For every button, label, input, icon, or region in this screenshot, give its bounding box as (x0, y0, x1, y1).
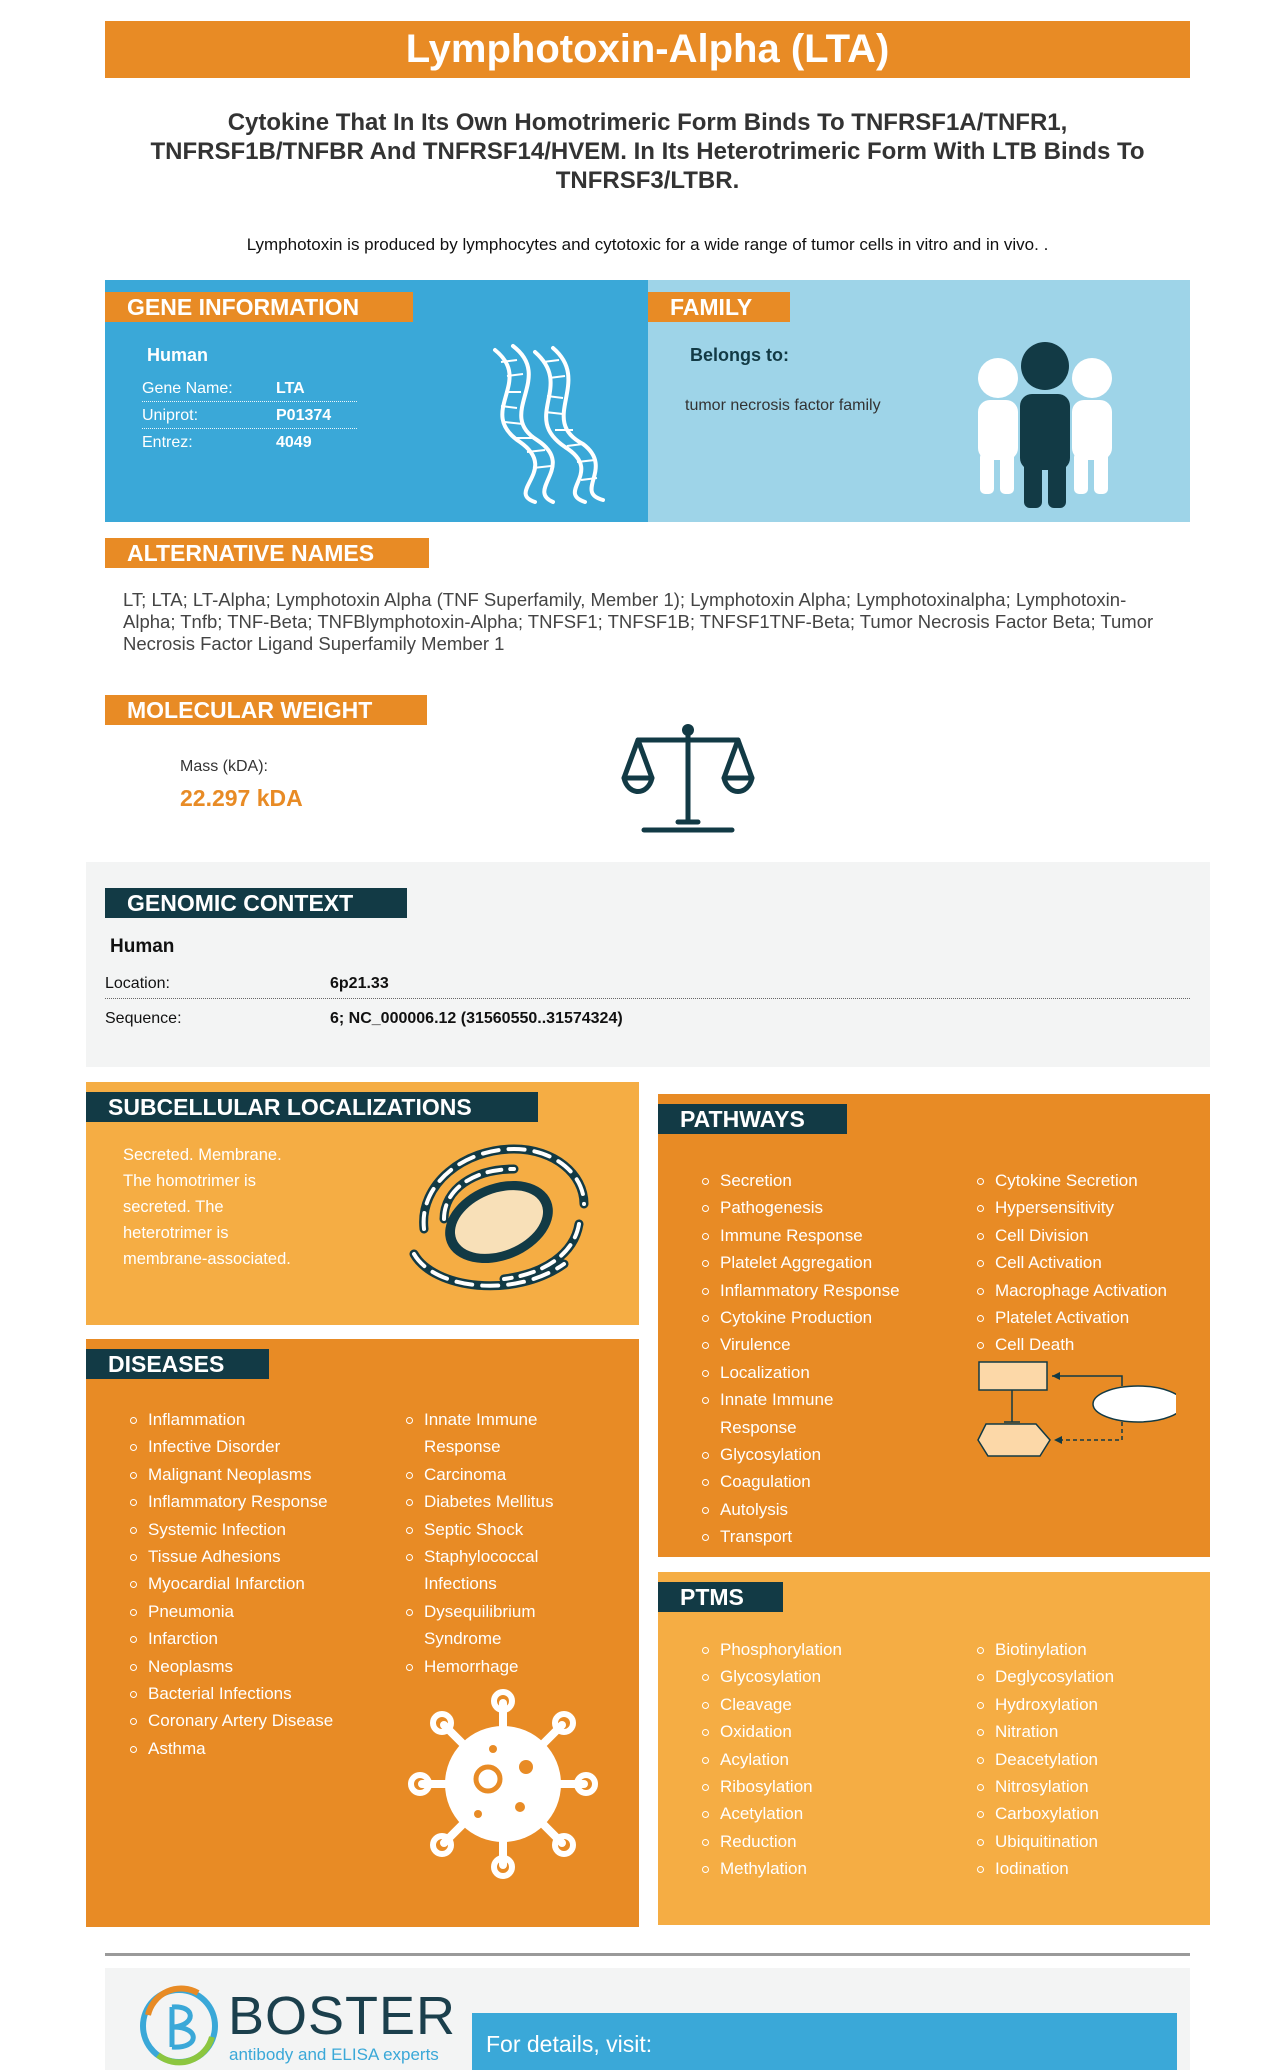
subcellular-label: SUBCELLULAR LOCALIZATIONS (86, 1092, 538, 1122)
gene-species: Human (147, 345, 209, 365)
details-text: For details, visit: (486, 2031, 653, 2057)
gene-row-uniprot (142, 402, 357, 429)
ptm-item: Nitrosylation (977, 1773, 1114, 1800)
pathways-list-col1 (702, 1167, 900, 1551)
ptm-item: Deacetylation (977, 1746, 1114, 1773)
subcellular-line: secreted. The (123, 1198, 224, 1216)
ptm-item: Oxidation (702, 1718, 842, 1745)
genomic-sequence-row (105, 1004, 1190, 1034)
family-panel (648, 280, 1190, 522)
entrez-key: Entrez: (142, 434, 193, 451)
genomic-context-label: GENOMIC CONTEXT (105, 888, 407, 918)
intro-text: Lymphotoxin is produced by lymphocytes and cytotoxic for a wide range of tumor cells in vitro and in vivo. . (246, 235, 1049, 254)
ptm-item: Reduction (702, 1828, 842, 1855)
footer-tagline: antibody and ELISA experts (229, 2045, 439, 2064)
ptm-item: Nitration (977, 1718, 1114, 1745)
ptm-item: Iodination (977, 1855, 1114, 1882)
uniprot-value: P01374 (276, 407, 332, 424)
ptm-item: Cleavage (702, 1691, 842, 1718)
disease-item (406, 1598, 553, 1653)
disease-item: Carcinoma (406, 1461, 553, 1488)
pathway-item: Transport (702, 1523, 900, 1550)
disease-item: Inflammation (130, 1406, 333, 1433)
pathway-item: Cytokine Production (702, 1304, 900, 1331)
location-key: Location: (105, 975, 170, 992)
disease-item: Pneumonia (130, 1598, 333, 1625)
disease-line: Innate Immune (424, 1410, 538, 1429)
disease-item (406, 1406, 553, 1461)
alternative-names-label: ALTERNATIVE NAMES (105, 538, 429, 568)
ptms-panel (658, 1572, 1210, 1925)
gene-row-entrez (142, 429, 357, 456)
pathway-item (702, 1386, 900, 1441)
genomic-location-row (105, 969, 1190, 999)
details-box[interactable] (472, 2013, 1177, 2070)
subcellular-text (123, 1142, 291, 1272)
pathway-item: Pathogenesis (702, 1194, 900, 1221)
pathway-item: Hypersensitivity (977, 1194, 1167, 1221)
entrez-value: 4049 (276, 434, 312, 451)
disease-item: Hemorrhage (406, 1653, 553, 1680)
ptms-list-col2 (977, 1636, 1114, 1883)
diseases-list-col2 (406, 1406, 553, 1680)
disease-item: Diabetes Mellitus (406, 1488, 553, 1515)
pathway-item: Macrophage Activation (977, 1277, 1167, 1304)
disease-line: Staphylococcal (424, 1547, 539, 1567)
pathway-item: Immune Response (702, 1222, 900, 1249)
ptm-item: Acylation (702, 1746, 842, 1773)
pathway-item: Coagulation (702, 1468, 900, 1495)
pathway-item: Localization (702, 1359, 900, 1386)
footer-brand: BOSTER (228, 1986, 457, 2046)
disease-line: Dysequilibrium (424, 1601, 536, 1621)
disease-item: Asthma (130, 1735, 333, 1762)
pathway-item: Platelet Activation (977, 1304, 1167, 1331)
pathway-line: Response (720, 1417, 797, 1437)
disease-item: Septic Shock (406, 1516, 553, 1543)
page-subtitle: Cytokine That In Its Own Homotrimeric Form Binds To TNFRSF1A/TNFR1, TNFRSF1B/TNFBR And TNFRSF14/HVEM. In Its Heterotrimeric Form With LTB Binds To TNFRSF3/LTBR. (150, 109, 1145, 194)
disease-line: Infections (424, 1574, 497, 1594)
ptm-item: Phosphorylation (702, 1636, 842, 1663)
pathways-panel (658, 1094, 1210, 1557)
scale-icon (620, 722, 756, 836)
ptm-item: Ribosylation (702, 1773, 842, 1800)
disease-item: Neoplasms (130, 1653, 333, 1680)
gene-table (142, 375, 357, 456)
footer-divider (105, 1953, 1190, 1956)
virus-icon (408, 1689, 598, 1879)
ptm-item: Carboxylation (977, 1800, 1114, 1827)
pathway-item: Glycosylation (702, 1441, 900, 1468)
ptm-item: Ubiquitination (977, 1828, 1114, 1855)
pathway-item: Secretion (702, 1167, 900, 1194)
pathways-label: PATHWAYS (658, 1104, 847, 1134)
pathway-diagram-icon (976, 1356, 1176, 1468)
gene-name-key: Gene Name: (142, 380, 233, 397)
gene-row-name (142, 375, 357, 402)
ptm-item: Hydroxylation (977, 1691, 1114, 1718)
ptms-list-col1 (702, 1636, 842, 1883)
mass-label: Mass (kDA): (180, 758, 268, 775)
pathway-item: Virulence (702, 1331, 900, 1358)
pathway-item: Cell Division (977, 1222, 1167, 1249)
genomic-species: Human (110, 936, 175, 957)
disease-line: Response (424, 1437, 501, 1457)
mass-value: 22.297 kDA (180, 785, 303, 811)
boster-logo-icon (138, 1985, 220, 2067)
family-value: tumor necrosis factor family (685, 397, 881, 414)
disease-item: Systemic Infection (130, 1516, 333, 1543)
disease-item: Bacterial Infections (130, 1680, 333, 1707)
page-title: Lymphotoxin-Alpha (LTA) (105, 21, 1190, 78)
molecular-weight-label: MOLECULAR WEIGHT (105, 695, 427, 725)
sequence-value: 6; NC_000006.12 (31560550..31574324) (330, 1010, 623, 1027)
pathway-item: Autolysis (702, 1496, 900, 1523)
disease-item: Coronary Artery Disease (130, 1707, 333, 1734)
people-group-icon (970, 342, 1120, 510)
disease-line: Syndrome (424, 1629, 502, 1649)
disease-item (406, 1543, 553, 1598)
location-value: 6p21.33 (330, 975, 389, 992)
gene-name-value: LTA (276, 380, 305, 397)
gene-information-label: GENE INFORMATION (105, 292, 413, 322)
pathway-item: Cell Death (977, 1331, 1167, 1358)
uniprot-key: Uniprot: (142, 407, 199, 424)
dna-icon (465, 342, 615, 507)
diseases-list-col1 (130, 1406, 333, 1762)
ptm-item: Deglycosylation (977, 1663, 1114, 1690)
subcellular-line: membrane-associated. (123, 1250, 291, 1268)
subcellular-line: heterotrimer is (123, 1224, 229, 1242)
disease-item: Infarction (130, 1625, 333, 1652)
disease-item: Inflammatory Response (130, 1488, 333, 1515)
cell-organelle-icon (394, 1124, 604, 1304)
belongs-to-label: Belongs to: (690, 345, 789, 365)
disease-item: Malignant Neoplasms (130, 1461, 333, 1488)
pathway-item: Inflammatory Response (702, 1277, 900, 1304)
ptm-item: Acetylation (702, 1800, 842, 1827)
family-label: FAMILY (648, 292, 790, 322)
sequence-key: Sequence: (105, 1010, 182, 1027)
diseases-label: DISEASES (86, 1349, 269, 1379)
disease-item: Infective Disorder (130, 1433, 333, 1460)
alternative-names-text: LT; LTA; LT-Alpha; Lymphotoxin Alpha (TNF Superfamily, Member 1); Lymphotoxin Alpha; Lymphotoxinalpha; Lymphotoxin-Alpha; Tnfb; TNF-Beta; TNFBlymphotoxin-Alpha; TNFSF1; TNFSF1B; TNFSF1TNF-Beta; Tumor Necrosis Factor Beta; Tumor Necrosis Factor Ligand Superfamily Member 1 (123, 589, 1154, 654)
subcellular-line: The homotrimer is (123, 1172, 256, 1190)
pathways-list-col2 (977, 1167, 1167, 1359)
disease-item: Myocardial Infarction (130, 1570, 333, 1597)
pathway-line: Innate Immune (720, 1390, 834, 1410)
ptm-item: Methylation (702, 1855, 842, 1882)
diseases-panel (86, 1339, 639, 1927)
pathway-item: Platelet Aggregation (702, 1249, 900, 1276)
pathway-item: Cytokine Secretion (977, 1167, 1167, 1194)
ptms-label: PTMS (658, 1582, 783, 1612)
subcellular-line: Secreted. Membrane. (123, 1146, 282, 1164)
ptm-item: Glycosylation (702, 1663, 842, 1690)
pathway-item: Cell Activation (977, 1249, 1167, 1276)
disease-item: Tissue Adhesions (130, 1543, 333, 1570)
subcellular-panel (86, 1082, 639, 1325)
ptm-item: Biotinylation (977, 1636, 1114, 1663)
gene-information-panel (105, 280, 648, 522)
